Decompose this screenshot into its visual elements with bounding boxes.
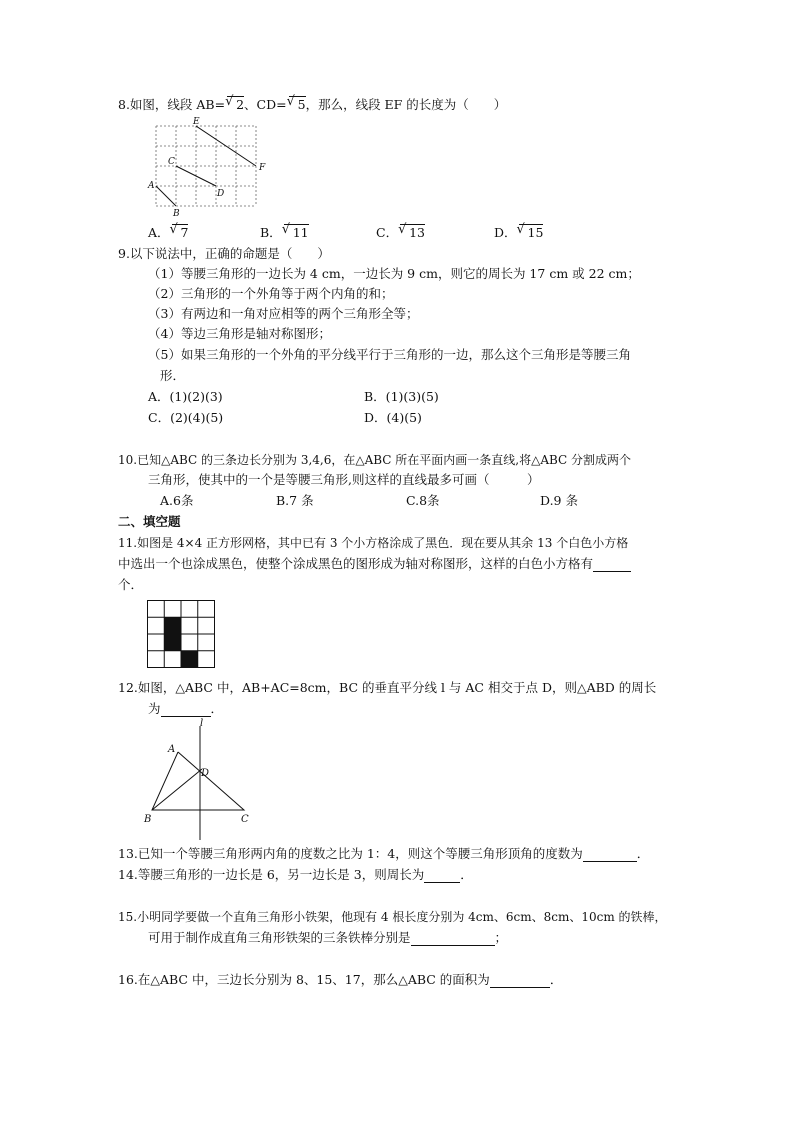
q11-answer-blank[interactable] — [593, 558, 631, 572]
q10-stem-line1: 10.已知△ABC 的三条边长分别为 3,4,6，在△ABC 所在平面内画一条直线,将△ABC 分割成两个 — [118, 453, 632, 467]
q9-item: （3）有两边和一角对应相等的两个三角形全等； — [148, 306, 419, 321]
q9-item: （5）如果三角形的一个外角的平分线平行于三角形的一边，那么这个三角形是等腰三角 — [148, 347, 631, 362]
label-d: D — [201, 768, 210, 779]
q11-stem-line1: 11.如图是 4×4 正方形网格，其中已有 3 个小方格涂成了黑色．现在要从其余 13 个白色小方格 — [118, 536, 629, 550]
q12-triangle-figure — [144, 718, 264, 843]
q12-stem-line1: 12.如图，△ABC 中，AB+AC=8cm，BC 的垂直平分线 l 与 AC 相交于点 D，则△ABD 的周长 — [118, 680, 657, 695]
black-cell — [181, 651, 198, 668]
label-b: B — [144, 814, 152, 825]
label-a: A — [148, 181, 155, 191]
black-cell — [164, 617, 181, 634]
label-f: F — [259, 163, 266, 173]
triangle-abc — [152, 752, 244, 810]
q8-option-c[interactable]: C．√ 13 — [376, 224, 425, 241]
black-cell — [164, 634, 181, 651]
label-c: C — [241, 814, 249, 825]
q8-grid-figure — [146, 118, 276, 218]
section-title: 二、填空题 — [118, 514, 181, 529]
q10-option-b[interactable]: B.7 条 — [276, 493, 314, 508]
segment-bd — [152, 769, 202, 810]
label-a: A — [168, 744, 176, 755]
q9-option-b[interactable]: B．(1)(3)(5) — [364, 389, 439, 404]
q10-option-a[interactable]: A.6条 — [160, 493, 194, 508]
q11-stem-line3: 个． — [118, 577, 144, 592]
q9-option-c[interactable]: C．(2)(4)(5) — [148, 410, 224, 425]
label-l: l — [200, 718, 204, 729]
q14-answer-blank[interactable] — [424, 869, 460, 883]
sqrt-cd: √ 5 — [289, 96, 306, 113]
q9-stem: 9.以下说法中，正确的命题是（ ） — [118, 246, 330, 261]
q8-option-d[interactable]: D．√ 15 — [494, 224, 543, 241]
q14-stem: 14.等腰三角形的一边长是 6，另一边长是 3，则周长为 ． — [118, 867, 473, 882]
label-b: B — [173, 209, 180, 219]
q10-option-c[interactable]: C.8条 — [406, 493, 440, 508]
q8-stem: 8.如图，线段 AB=√ 2、CD=√ 5，那么，线段 EF 的长度为（ ） — [118, 96, 506, 113]
q9-item: （4）等边三角形是轴对称图形； — [148, 326, 331, 341]
q10-stem-line2: 三角形，使其中的一个是等腰三角形,则这样的直线最多可画（ ） — [148, 472, 540, 487]
q12-stem-line2: 为 ． — [148, 701, 224, 716]
segment-ab — [156, 186, 176, 206]
q11-stem-line2: 中选出一个也涂成黑色，使整个涂成黑色的图形成为轴对称图形，这样的白色小方格有 — [118, 556, 631, 572]
q8-option-b[interactable]: B．√ 11 — [260, 224, 309, 241]
q11-grid-figure — [147, 600, 217, 670]
label-e: E — [193, 117, 200, 127]
q13-stem: 13.已知一个等腰三角形两内角的度数之比为 1：4，则这个等腰三角形顶角的度数为 ． — [118, 846, 650, 861]
q9-option-a[interactable]: A．(1)(2)(3) — [148, 389, 223, 404]
sqrt-ab: √ 2 — [227, 96, 244, 113]
q16-stem: 16.在△ABC 中，三边长分别为 8、15、17，那么△ABC 的面积为 ． — [118, 972, 563, 987]
q15-stem-line1: 15.小明同学要做一个直角三角形小铁架，他现有 4 根长度分别为 4cm、6cm、8cm、10cm 的铁棒， — [118, 910, 667, 924]
q9-item: （1）等腰三角形的一边长为 4 cm，一边长为 9 cm，则它的周长为 17 cm 或 22 cm； — [148, 266, 640, 281]
q9-item-continued: 形． — [160, 368, 186, 383]
q10-option-d[interactable]: D.9 条 — [540, 493, 578, 508]
q12-answer-blank[interactable] — [161, 703, 211, 717]
q8-option-a[interactable]: A．√ 7 — [148, 224, 188, 241]
label-c: C — [168, 157, 175, 167]
q16-answer-blank[interactable] — [490, 974, 550, 988]
q9-option-d[interactable]: D．(4)(5) — [364, 410, 422, 425]
q15-stem-line2: 可用于制作成直角三角形铁架的三条铁棒分别是 ； — [148, 930, 508, 945]
label-d: D — [217, 189, 225, 199]
q13-answer-blank[interactable] — [583, 848, 637, 862]
q9-item: （2）三角形的一个外角等于两个内角的和； — [148, 286, 394, 301]
q15-answer-blank[interactable] — [411, 932, 495, 946]
